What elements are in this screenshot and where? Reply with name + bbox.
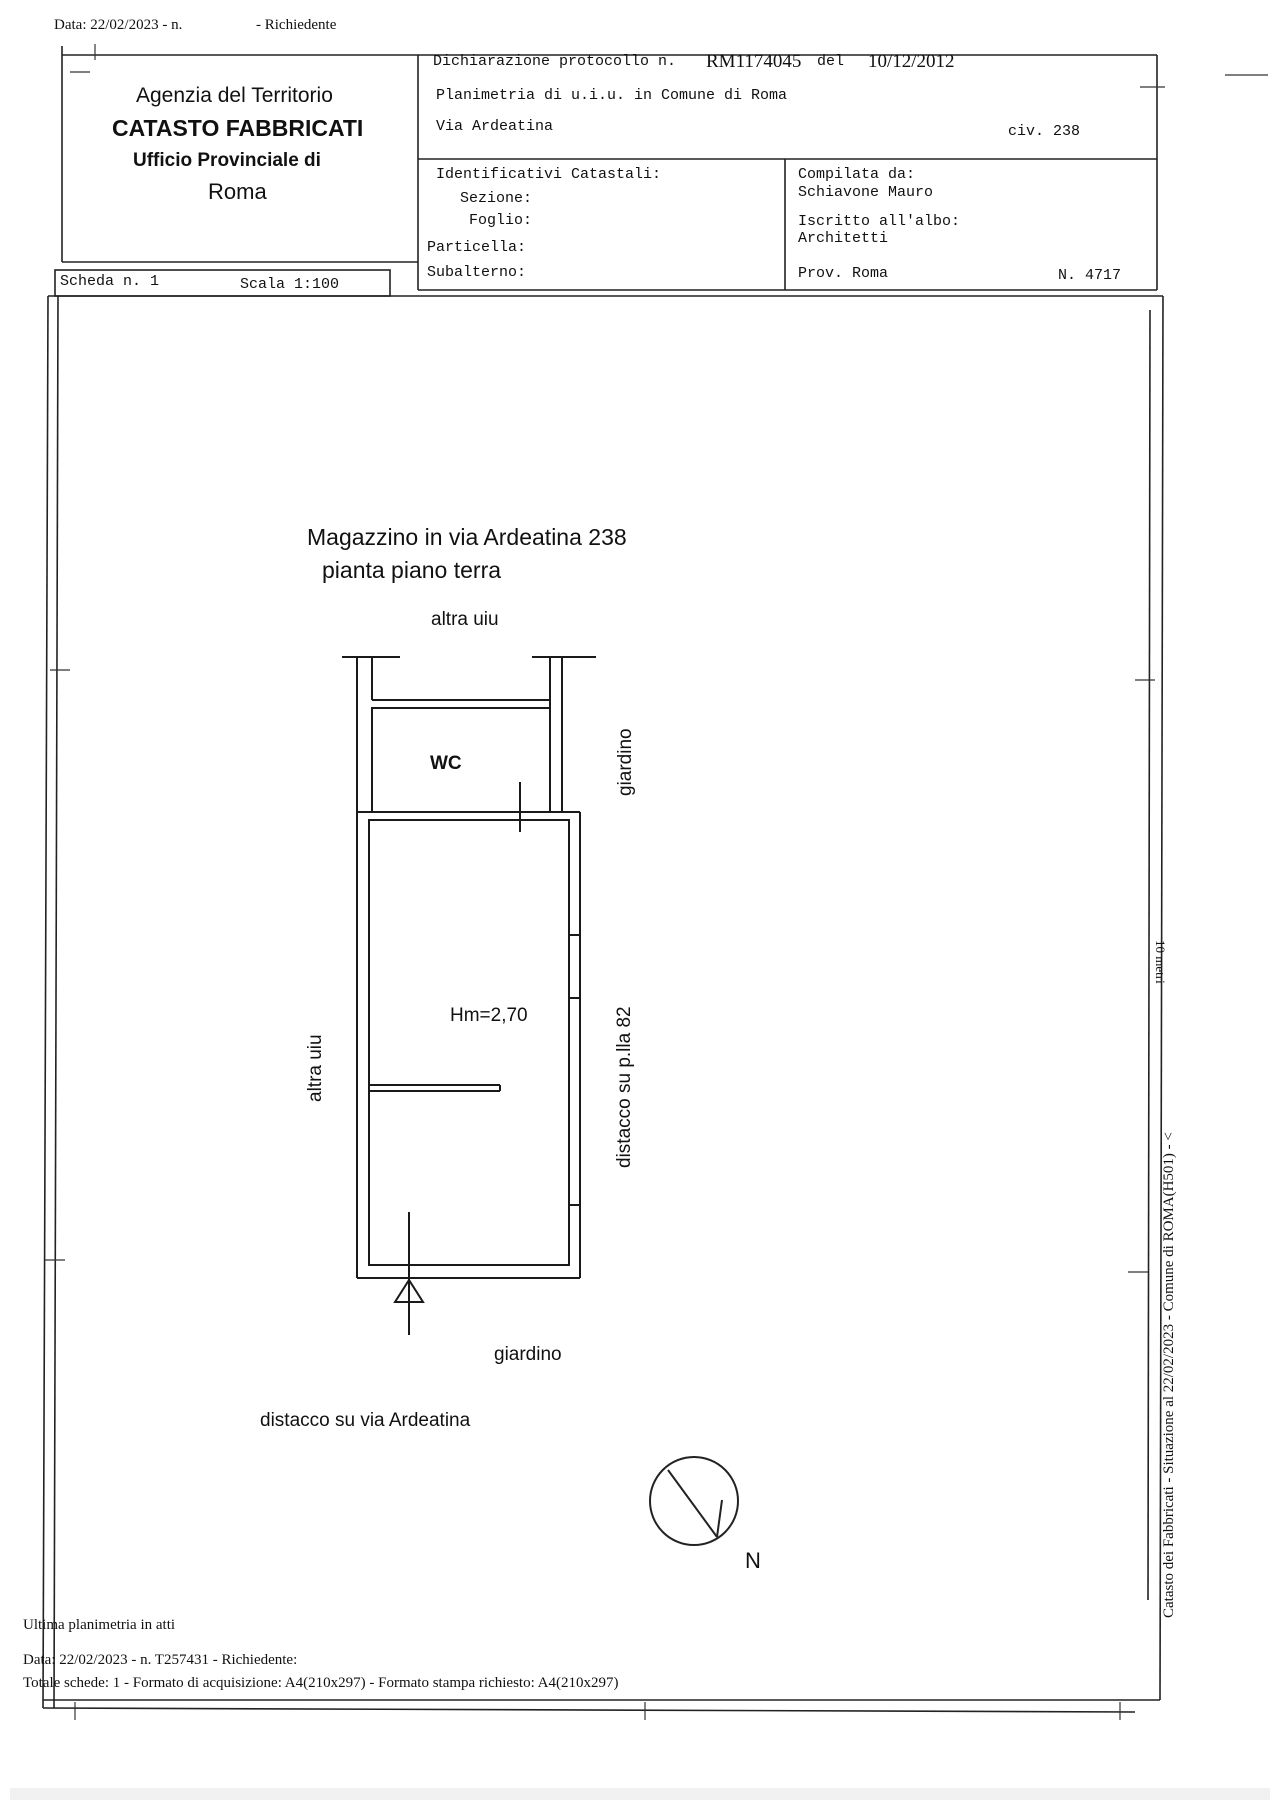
protocol-label: Dichiarazione protocollo n. bbox=[433, 53, 677, 70]
scale-bar-label: 10 metri bbox=[1153, 940, 1168, 984]
cadastral-side-note: Catasto dei Fabbricati - Situazione al 22/02/2023 - Comune di ROMA(H501) - < bbox=[1161, 1132, 1177, 1618]
plan-scale: Scala 1:100 bbox=[240, 276, 340, 293]
label-left-neighbour: altra uiu bbox=[305, 1034, 326, 1102]
street-name: Via Ardeatina bbox=[436, 118, 554, 135]
label-garden-right: giardino bbox=[615, 728, 636, 796]
office-city: Roma bbox=[208, 179, 267, 204]
label-room-height: Hm=2,70 bbox=[450, 1005, 528, 1026]
register-number: N. 4717 bbox=[1058, 267, 1122, 284]
footer-date-line: Data: 22/02/2023 - n. T257431 - Richiedente: bbox=[23, 1652, 298, 1668]
protocol-number: RM1174045 bbox=[706, 51, 802, 72]
scan-edge-band bbox=[10, 1788, 1270, 1800]
protocol-del: del bbox=[817, 53, 845, 70]
compiled-name: Schiavone Mauro bbox=[798, 184, 934, 201]
field-subalterno: Subalterno: bbox=[427, 264, 527, 281]
field-foglio: Foglio: bbox=[469, 212, 533, 229]
north-label: N bbox=[745, 1548, 761, 1573]
field-particella: Particella: bbox=[427, 239, 527, 256]
top-requester: - Richiedente bbox=[256, 17, 337, 33]
plan-municipality: Planimetria di u.i.u. in Comune di Roma bbox=[436, 87, 788, 104]
label-wc: WC bbox=[430, 753, 462, 774]
office-name: Ufficio Provinciale di bbox=[133, 150, 321, 171]
department-name: CATASTO FABBRICATI bbox=[112, 115, 364, 141]
albo-label: Iscritto all'albo: bbox=[798, 213, 961, 230]
province: Prov. Roma bbox=[798, 265, 889, 282]
label-right-distance: distacco su p.lla 82 bbox=[614, 1006, 635, 1168]
label-garden-bottom: giardino bbox=[494, 1344, 562, 1365]
plan-subtitle: pianta piano terra bbox=[322, 557, 502, 583]
field-sezione: Sezione: bbox=[460, 190, 533, 207]
albo-value: Architetti bbox=[798, 230, 889, 247]
identifiers-title: Identificativi Catastali: bbox=[436, 166, 662, 183]
label-top-neighbour: altra uiu bbox=[431, 609, 499, 630]
footer-last-plan: Ultima planimetria in atti bbox=[23, 1617, 176, 1633]
plan-title: Magazzino in via Ardeatina 238 bbox=[307, 524, 627, 550]
civic-number: civ. 238 bbox=[1008, 123, 1081, 140]
compiled-label: Compilata da: bbox=[798, 166, 916, 183]
sheet-number: Scheda n. 1 bbox=[60, 273, 160, 290]
agency-name: Agenzia del Territorio bbox=[136, 84, 333, 107]
protocol-date: 10/12/2012 bbox=[868, 51, 955, 72]
label-road-distance: distacco su via Ardeatina bbox=[260, 1410, 471, 1431]
top-date: Data: 22/02/2023 - n. bbox=[54, 17, 183, 33]
footer-totals-line: Totale schede: 1 - Formato di acquisizione: A4(210x297) - Formato stampa richiesto: A4(210x297) bbox=[23, 1675, 619, 1691]
